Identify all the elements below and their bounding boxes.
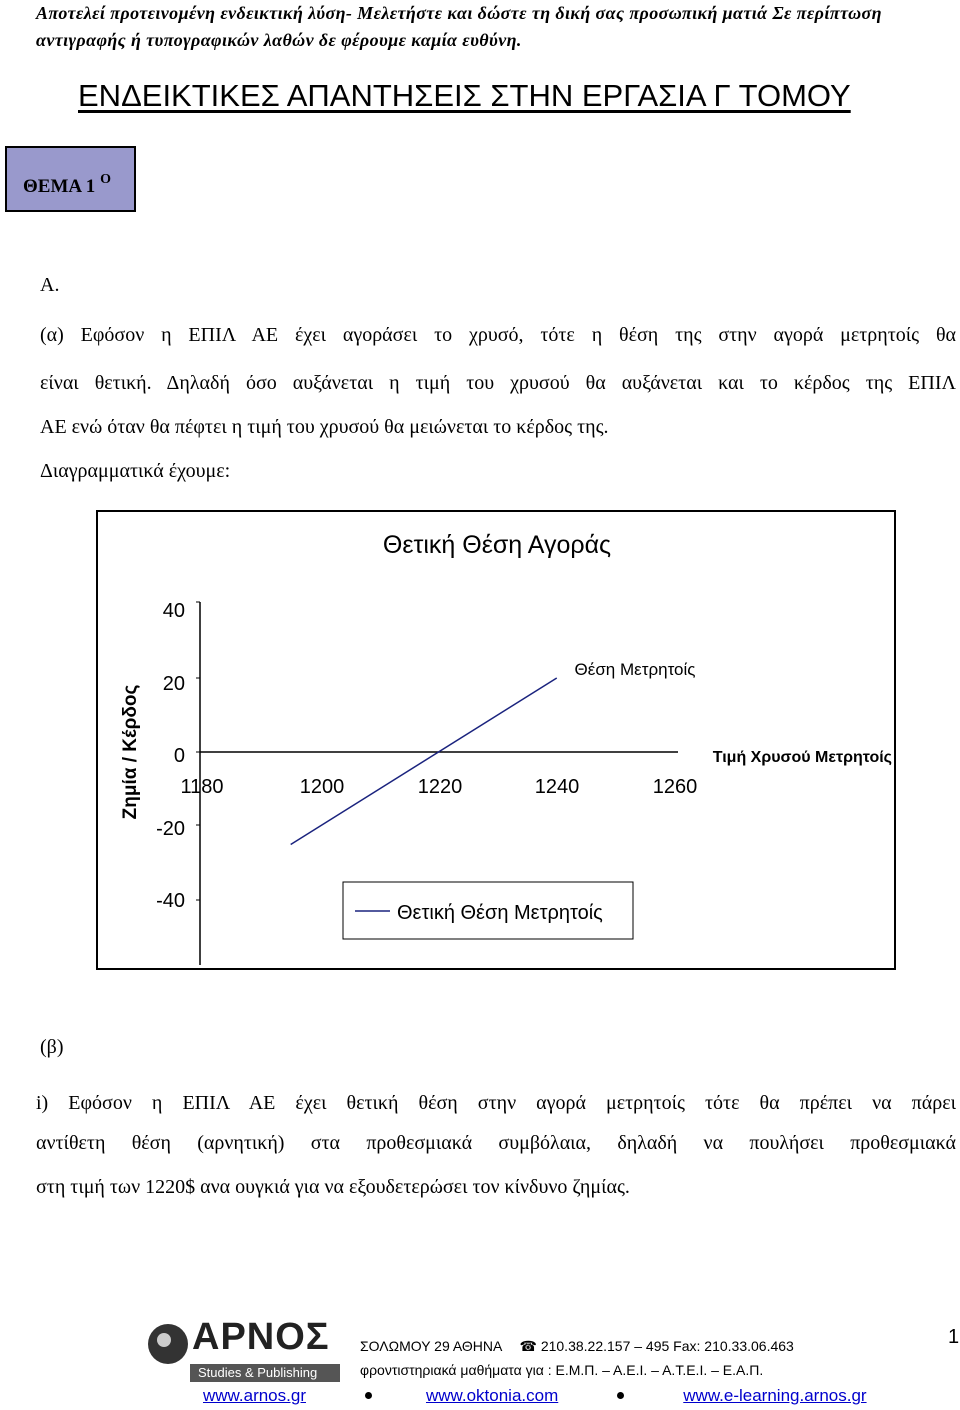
x-tick-label: 1260	[652, 776, 698, 798]
paragraph-b-line-2: αντίθετη θέση (αρνητική) στα προθεσμιακά συμβόλαια, δηλαδή να πουλήσει προθεσμιακά	[36, 1132, 956, 1154]
footer-links	[203, 1386, 867, 1406]
y-tick-label: -40	[156, 890, 185, 912]
paragraph-b-line-1: i) Εφόσον η ΕΠΙΛ ΑΕ έχει θετική θέση στην αγορά μετρητοίς τότε θα πρέπει να πάρει	[36, 1092, 956, 1114]
y-tick-label: 0	[173, 745, 185, 767]
x-tick-label: 1240	[534, 776, 580, 798]
theme-superscript: Ο	[100, 172, 111, 187]
y-tick-label: -20	[156, 818, 185, 840]
section-a-label: Α.	[40, 274, 60, 296]
page-title: ΕΝΔΕΙΚΤΙΚΕΣ ΑΠΑΝΤΗΣΕΙΣ ΣΤΗΝ ΕΡΓΑΣΙΑ Γ ΤΟΜΟΥ	[78, 78, 851, 113]
footer-address: ΣΟΛΩΜΟΥ 29 ΑΘΗΝΑ	[360, 1338, 502, 1354]
x-tick-label: 1200	[299, 776, 345, 798]
section-b-label: (β)	[40, 1036, 64, 1058]
paragraph-a-line-2: είναι θετική. Δηλαδή όσο αυξάνεται η τιμή του χρυσού θα αυξάνεται και το κέρδος της ΕΠΙΛ	[40, 372, 956, 394]
bullet-icon	[365, 1392, 372, 1399]
x-tick-label: 1180	[180, 776, 224, 798]
legend-label: Θετική Θέση Μετρητοίς	[397, 902, 603, 924]
bullet-icon	[617, 1392, 624, 1399]
series-line	[291, 678, 557, 845]
theme-label: ΘΕΜΑ 1 $^O$	[23, 172, 111, 197]
y-tick-label: 20	[162, 673, 185, 695]
link-oktonia[interactable]: www.oktonia.com	[425, 1386, 559, 1405]
paragraph-a-line-1: (α) Εφόσον η ΕΠΙΛ ΑΕ έχει αγοράσει το χρυσό, τότε η θέση της στην αγορά μετρητοίς θα	[40, 324, 956, 346]
y-tick-label: 40	[162, 600, 185, 622]
phone-icon: ☎	[519, 1338, 537, 1354]
logo-subtitle: Studies & Publishing	[198, 1365, 318, 1380]
paragraph-b-line-3: στη τιμή των 1220$ ανα ουγκιά για να εξουδετερώσει τον κίνδυνο ζημίας.	[36, 1176, 630, 1198]
disclaimer-line-1: Αποτελεί προτεινομένη ενδεικτική λύση- Μελετήστε και δώστε τη δική σας προσωπική ματιά Σε περίπτωση	[36, 3, 882, 23]
footer-contact	[360, 1338, 794, 1355]
chart-annotation: Θέση Μετρητοίς	[574, 660, 696, 679]
paragraph-a-line-4: Διαγραμματικά έχουμε:	[40, 460, 231, 482]
arnos-logo	[142, 1316, 342, 1382]
link-e-learning[interactable]: www.e-learning.arnos.gr	[683, 1386, 867, 1405]
page-number: 1	[948, 1326, 960, 1348]
link-arnos[interactable]: www.arnos.gr	[203, 1386, 306, 1405]
chart-title: Θετική Θέση Αγοράς	[382, 531, 612, 559]
y-axis-label: Ζημία / Κέρδος	[120, 684, 141, 820]
logo-text: ΑΡΝΟΣ	[192, 1316, 330, 1358]
paragraph-a-line-3: ΑΕ ενώ όταν θα πέφτει η τιμή του χρυσού θα μειώνεται το κέρδος της.	[40, 416, 609, 438]
footer-services: φροντιστηριακά μαθήματα για : Ε.Μ.Π. – Α.Ε.Ι. – Α.Τ.Ε.Ι. – Ε.Α.Π.	[360, 1362, 764, 1378]
x-axis-label: Τιμή Χρυσού Μετρητοίς	[712, 749, 892, 766]
footer-phone: 210.38.22.157 – 495 Fax: 210.33.06.463	[540, 1338, 794, 1354]
x-tick-label: 1220	[417, 776, 463, 798]
disclaimer-line-2: αντιγραφής ή τυπογραφικών λαθών δε φέρουμε καμία ευθύνη.	[36, 30, 522, 50]
